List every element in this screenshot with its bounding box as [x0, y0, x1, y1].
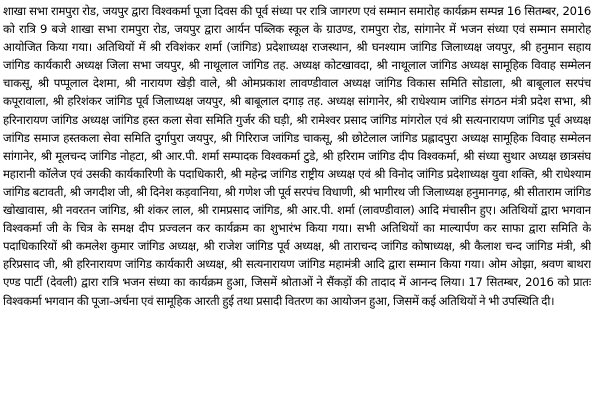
news-paragraph: शाखा सभा रामपुरा रोड, जयपुर द्वारा विश्वकर्मा पूजा दिवस की पूर्व संध्या पर रात्रि जागरण एवं सम्मान समारोह कार्यक्रम सम्पन्न 16 सितम्बर, 2016 को रात्रि 9 बजे शाखा सभा रामपुरा रोड, जयपुर द्वारा आर्यन पब्लिक स्कूल के ग्राउण्ड, रामपुरा रोड, सांगानेर में भजन संध्या एवं सम्मान समारोह आयोजित किया गया। अतिथियों में श्री रविशंकर शर्मा (जांगिड) प्रदेशाध्यक्ष राजस्थान, श्री घनश्याम जांगिड जिलाध्यक्ष जयपुर, श्री हनुमान सहाय जांगिड कार्यकारी अध्यक्ष जिला सभा जयपुर, श्री नाथूलाल जांगिड तह. अध्यक्ष कोटखावदा, श्री नाथूलाल जांगिड अध्यक्ष सामूहिक विवाह सम्मेलन चाकसू, श्री पप्पूलाल देशमा, श्री नारायण खेड़ी वाले, श्री ओमप्रकाश लावण्डीवाल अध्यक्ष जांगिड विकास समिति सोडाला, श्री बाबूलाल सरपंच कपूरावाला, श्री हरिशंकर जांगिड पूर्व जिलाध्यक्ष जयपुर, श्री बाबूलाल दगाड़ तह. अध्यक्ष सांगानेर, श्री राधेश्याम जांगिड संगठन मंत्री प्रदेश सभा, श्री हरिनारायण जांगिड अध्यक्ष जांगिड हस्त कला सेवा समिति गुर्जर की घड़ी, श्री रामेश्वर प्रसाद जांगिड मांगरोल एवं श्री सत्यनारायण जांगिड पूर्व अध्यक्ष जांगिड समाज हस्तकला सेवा समिति दुर्गापुरा जयपुर, श्री गिरिराज जांगिड चाकसू, श्री छोटेलाल जांगिड प्रह्लादपुरा अध्यक्ष सामूहिक विवाह सम्मेलन सांगानेर, श्री मूलचन्द जांगिड नोहटा, श्री आर.पी. शर्मा सम्पादक विश्वकर्मा टुडे, श्री हरिराम जांगिड दीप विश्वकर्मा, श्री संध्या सुथार अध्यक्ष छात्रसंघ महारानी कॉलेज एवं उसकी कार्यकारिणी के पदाधिकारी, श्री महेन्द्र जांगिड राष्ट्रीय अध्यक्ष एवं श्री विनोद जांगिड प्रदेशाध्यक्ष युवा शक्ति, श्री राधेश्याम जांगिड बटावती, श्री जगदीश जी, श्री दिनेश कड़वानिया, श्री गणेश जी पूर्व सरपंच विधाणी, श्री भागीरथ जी जिलाध्यक्ष हनुमानगढ़, श्री सीताराम जांगिड खोखावास, श्री नवरतन जांगिड, श्री शंकर लाल, श्री रामप्रसाद जांगिड, श्री आर.पी. शर्मा (लावण्डीवाल) आदि मंचासीन हुए। अतिथियों द्वारा भगवान विश्वकर्मा जी के चित्र के समक्ष दीप प्रज्वलन कर कार्यक्रम का शुभारंभ किया गया। सभी अतिथियों का माल्यार्पण कर साफा द्वारा समिति के पदाधिकारियों श्री कमलेश कुमार जांगिड अध्यक्ष, श्री राजेश जांगिड पूर्व अध्यक्ष, श्री ताराचन्द जांगिड कोषाध्यक्ष, श्री कैलाश चन्द जांगिड मंत्री, श्री हरिप्रसाद जी, श्री हरिनारायण जांगिड कार्यकारी अध्यक्ष, श्री सत्यनारायण जांगिड महामंत्री आदि द्वारा सम्मान किया गया। ओम ओझा, श्रवण बाथरा एण्ड पार्टी (देवली) द्वारा रात्रि भजन संध्या का कार्यक्रम हुआ, जिसमें श्रोताओं ने सैंकड़ों की तादाद में आनन्द लिया। 17 सितम्बर, 2016 को प्रातः विश्वकर्मा भगवान की पूजा-अर्चना एवं सामूहिक आरती हुई तथा प्रसादी वितरण का आयोजन हुआ, जिसमें कई अतिथियों ने भी उपस्थिति दी।	[3, 4, 591, 308]
news-document	[3, 2, 591, 412]
